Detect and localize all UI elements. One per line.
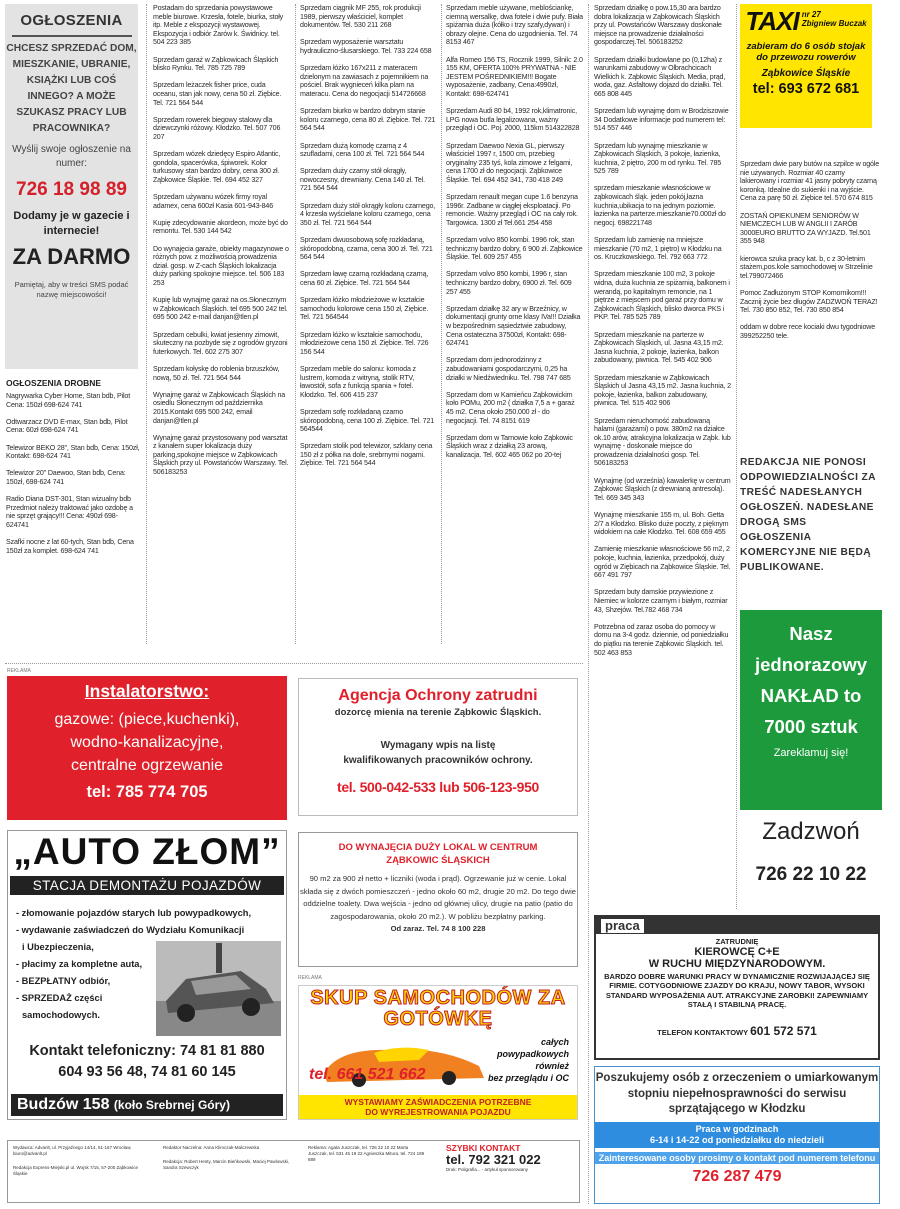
skup-phone[interactable]: tel. 661 521 662 xyxy=(309,1066,426,1083)
classified-ad: Sprzedam stolik pod telewizor, szklany cena 150 zł z półka na dole, srebrnymi nogami. Ziębice. Tel. 721 564 544 xyxy=(300,442,433,468)
drobne-heading: OGŁOSZENIA DROBNE xyxy=(6,378,102,388)
classified-ad: oddam w dobre rece kociaki dwu tygodniowe 399252250 tele. xyxy=(740,323,876,340)
classified-ad: Sprzedam kołyskę do roblenia brzuszków, nową, 50 zł. Tel. 721 564 544 xyxy=(153,364,280,382)
praca-position-2: W RUCHU MIĘDZYNARODOWYM. xyxy=(648,958,826,970)
green-line-2: jednorazowy xyxy=(754,654,868,675)
classified-ad: Sprzedam dom jednorodzinny z zabudowaniami gospodarczymi, 0,25 ha działki w Niedźwiedniku. Tel. 798 747 685 xyxy=(446,356,571,382)
classified-ad: Sprzedam działkę o pow.15,30 ara bardzo dobra lokalizacja w Ząbkowicach Śląskich przy ul. Powstańców Warszawy doskonałe miejsce na prowadzenie działalności gospodarczej.Tel. 506183252 xyxy=(594,4,722,47)
classified-ad: Sprzedam duży czarny stół okrągły, nowoczesny, drewniany. Cena 140 zł. Tel. 721 564 544 xyxy=(300,167,425,193)
classified-ad: kierowca szuka pracy kat. b, c z 30-letnim stażem,pos.kole samochodowej w Strzelinie tel.799072466 xyxy=(740,254,873,280)
classified-ad: sprzedam mieszkanie własnościowe w ząbkowicach śląk. jeden pokój,łazna kuchnia,ubikacja to na jednym poziomie. łazienka na parterze.mieszkanie70.000zł do negocj. 698221748 xyxy=(594,184,726,227)
classified-ad: Sprzedam ławę czarną rozkładaną czarną, cena 60 zł. Ziębice. Tel. 721 564 544 xyxy=(300,270,429,287)
column-divider xyxy=(441,4,442,644)
call-number[interactable]: 726 22 10 22 xyxy=(755,864,867,885)
classified-ad: Sprzedam wózek dziedęcy Espiro Atlantic, gondola, spacerówka, śpiworek. Kolor turkusowy stan bardzo dobry, cena 300 zł. Ząbkowice Śląskie. Tel. 694 452 327 xyxy=(153,150,281,184)
praca-contact xyxy=(596,1024,878,1038)
circulation-ad xyxy=(740,610,882,810)
praca-contact-label: TELEFON KONTAKTOWY xyxy=(657,1027,748,1037)
lokal-phone[interactable]: Od zaraz. Tel. 74 8 100 228 xyxy=(390,924,486,933)
classified-ad: Sprzedam cebulki, kwiat jesienny zimowit, skuteczny na pozbyde się z ogrodów gryzoni futerkowych. Tel. 602 275 307 xyxy=(153,330,288,356)
auto-service: samochodowych. xyxy=(22,1010,101,1020)
reklama-label: REKLAMA xyxy=(7,668,31,674)
footer-office: Redakcja Express-Miejski.pl ul. Wojsk 7/15, 57-200 Ząbkowice Śląskie xyxy=(13,1165,138,1176)
cleaning-job-ad xyxy=(594,1066,880,1204)
green-line-4: 7000 sztuk xyxy=(764,716,858,737)
classified-ad: Sprzedam ciągnik MF 255, rok produkcji 1989, pierwszy właściciel, komplet dokumentów. Tel. 530 211 268 xyxy=(300,4,421,30)
classified-ad: Sprzedam volvo 850 kombi. 1996 rok, stan techniczny bardzo dobry, 6 900 zł. Ząbkowice Śląskie. Tel. 609 257 455 xyxy=(446,236,583,262)
green-line-3: NAKŁAD to xyxy=(760,685,862,706)
praca-position: KIEROWCĘ C+E xyxy=(694,946,780,958)
blue-contact-info: Zainteresowane osoby prosimy o kontakt pod numerem telefonu xyxy=(595,1152,879,1164)
send-instruction: Wyślij swoje ogłoszenie na numer: xyxy=(12,144,131,169)
classified-ad: Sprzedam volvo 850 kombi, 1996 r, stan techniczny bardzo dobry, 6900 zł. Tel. 609 257 455 xyxy=(446,270,572,296)
blue-hours xyxy=(595,1122,879,1148)
auto-service: - wydawanie zaświadczeń do Wydziału Komunikacji xyxy=(16,925,245,935)
classified-ad: Kupię zdecydowanie akordeon, może być do remontu. Tel. 530 144 542 xyxy=(153,218,288,236)
blue-title: Poszukujemy osób z orzeczeniem o umiarkowanym stopniu niepełnosprawności do serwisu sprzątającego w Kłodzku xyxy=(595,1072,879,1115)
skup-l2: powypadkowych xyxy=(496,1049,569,1059)
taxi-city: Ząbkowice Śląskie xyxy=(761,68,851,79)
add-info: Dodamy je w gazecie i internecie! xyxy=(13,210,130,237)
classified-ad: Sprzedam mieszkanie 100 m2, 3 pokoje widna, duża kuchnia ze spiżarnią, balkonem i werandą, po kapitalnym remoncie, na 1 piętrze z miejscem pod garaż przy domu w Ząbkowicach Śląskich, blisko dworca PKS i PKP. Tel. 785 525 789 xyxy=(594,270,730,322)
classified-ad: Potrzebna od zaraz osoba do pomocy w domu na 3-4 godz. dziennie, od poniedziałku do piątku na terenie Ząbkowic Śląskich. tel. 502 463 853 xyxy=(594,622,729,657)
classified-ad: Sprzedam biurko w bardzo dobrym stanie koloru czarnego, cena 80 zł. Ziębice. Tel. 721 564 544 xyxy=(300,107,436,133)
skup-l3: również xyxy=(535,1061,569,1071)
blue-phone[interactable]: 726 287 479 xyxy=(692,1167,782,1185)
classified-ad: Sprzedam dwuosobową sofę rozkładaną, skóropodobną, czarna, cena 300 zł. Tel. 721 564 544 xyxy=(300,236,433,262)
call-label: Zadzwoń xyxy=(762,818,860,845)
classified-ad: Sprzedam wyposażenie warsztatu hydrauliczno-ślusarskiego. Tel. 733 224 658 xyxy=(300,38,432,55)
classified-ad: Sprzedam używanu wózek firmy royal adamex, cena 600zł Kasia 601-943-846 xyxy=(153,193,274,210)
auto-service: - SPRZEDAŻ części xyxy=(16,993,103,1003)
classified-ad: Nagrywarka Cyber Home, Stan bdb, Pilot Cena: 150zł 698-624 741 xyxy=(6,392,131,409)
auto-service: i Ubezpieczenia, xyxy=(22,942,94,952)
classified-ad: Sprzedam dużą komodę czarną z 4 szufladami, cena 100 zł. Tel. 721 564 544 xyxy=(300,141,425,159)
green-sub: Zareklamuj się! xyxy=(773,747,849,759)
classified-ad: Telewizor 20" Daewoo, Stan bdb, Cena: 150zł, 698-624 741 xyxy=(6,469,126,486)
taxi-title: TAXI xyxy=(745,6,799,36)
auto-service: - złomowanie pojazdów starych lub powypadkowych, xyxy=(16,908,252,918)
footer-editor: Redaktor Naczelna: Anna Klimczak-Malczewska xyxy=(163,1145,260,1150)
agen-req-1: Wymagany wpis na listę xyxy=(380,740,496,751)
car-buy-ad xyxy=(298,985,578,1120)
taxi-ad xyxy=(740,4,872,128)
classified-ad: Szafki nocne z lat 60-tych, Stan bdb, Cena 150zł za komplet. 698-624 741 xyxy=(6,538,134,555)
classified-ad: Wynajmę mieszkanie 155 m, ul. Boh. Getta 2/7 a Kłodzko. Blisko duże poczty, z pięknym widokiem na całe Kłodzko. Tel. 608 659 455 xyxy=(594,511,729,537)
praca-phone[interactable]: 601 572 571 xyxy=(750,1023,817,1038)
agen-phone[interactable]: tel. 500-042-533 lub 506-123-950 xyxy=(336,779,540,795)
auto-subtitle: STACJA DEMONTAŻU POJAZDÓW xyxy=(10,876,284,895)
classified-ad: Sprzedam Audi 80 b4, 1992 rok,klimatronic, LPG nowa butla legalizowana, ważny przegląd i OC. Poj. 2000, 115km 514322828 xyxy=(446,107,580,133)
blue-hours-label: Praca w godzinach xyxy=(695,1123,779,1134)
auto-contact-1[interactable]: Kontakt telefoniczny: 74 81 81 880 xyxy=(29,1043,265,1059)
plumbing-ad xyxy=(7,676,287,820)
classified-ad: Sprzedam meble używane, meblościankę, ciemną wersalkę, dwa fotele i dwie pufy. Biała spiżarnia duża (kółko i trzy szafy,dywan) i obrazy olejne. Cena do uzgodnienia. Tel. 74 8153 467 xyxy=(446,4,583,47)
wrecked-car-image xyxy=(156,941,281,1036)
footer-print: Druk: Poligrafia... - artykuł sponsorowany xyxy=(446,1167,529,1172)
masthead-footer xyxy=(7,1140,580,1203)
reklama-label: REKLAMA xyxy=(298,975,322,981)
classified-ad: Alfa Romeo 156 TS, Rocznik 1999, Silnik: 2.0 155 KM, OFERTA 100% PRYWATNA - NIE JESTEM POŚREDNIKIEM!!! Bogate wyposażenie, zadbany, Cena:4990zł, Kontakt: 698-624741 xyxy=(446,55,583,98)
lokal-title-1: DO WYNAJĘCIA DUŻY LOKAL W CENTRUM xyxy=(338,842,538,853)
column-divider xyxy=(736,4,737,909)
classified-column-6 xyxy=(740,160,880,450)
auto-address xyxy=(11,1094,283,1116)
blue-hours-value: 6-14 i 14-22 od poniedziałku do niedzieli xyxy=(649,1134,825,1145)
title-underline xyxy=(12,35,132,37)
classified-ad: Sprzedam łóżko w kształcie samochodu, młodzieżowe cena 150 zł. Ziębice. Tel. 726 156 544 xyxy=(300,330,429,356)
inst-title: Instalatorstwo: xyxy=(84,681,210,701)
inst-line-3: centralne ogrzewanie xyxy=(70,757,224,774)
sms-ad-box xyxy=(5,4,138,369)
rental-ad xyxy=(298,832,578,967)
classified-ad: Odtwarzacz DVD E-max, Stan bdb, Pilot Cena: 60zł 698-624 741 xyxy=(6,417,128,435)
lokal-body: 90 m2 za 900 zł netto + liczniki (woda i prąd). Ogrzewanie już w cenie. Lokal składa się z dwóch pomieszczeń - jedno około 60 m2, drugie 20 m2. Do tego dwie oddzielne toalety. Dwa wejścia - jedno od głównej ulicy, drugie na patio (patio do zagospodarowania, około 20 m2.). W pobliżu bezpłatny parking. xyxy=(299,874,577,921)
auto-title: „AUTO ZŁOM” xyxy=(13,831,281,872)
classified-ad: Kupię lub wynajmę garaż na os.Słonecznym w Ząbkowicach Śląskich. tel 695 500 242 tel. 695 500 242 e-mail danjan@tlen.pl xyxy=(153,296,288,322)
skup-title: SKUP SAMOCHODÓW ZA GOTÓWKĘ xyxy=(310,987,566,1030)
footer-publisher: Wydawca: Advanlt, ul. Przyjaźnego 14/14, 51-167 Wrocław, biuro@advanlt.pl xyxy=(13,1145,132,1156)
classified-ad: Telewizor BEKO 28", Stan bdb, Cena: 150zł, Kontakt: 698-624 741 xyxy=(6,443,140,461)
classified-ad: Pomoc Zadłużonym STOP Komornikom!!! Zacznij życie bez długów ZADZWOŃ TERAZ! Tel. 730 850 852, Tel. 730 850 854 xyxy=(740,288,878,315)
classified-ad: Sprzedam buty damskie przywiezione z Niemiec w kolorze czarnym i białym, rozmiar 43, Shzejów. Tel.782 468 734 xyxy=(594,588,728,614)
classified-ad: Sprzedam sofę rozkładaną czarno skóropodobną, cena 100 zł. Ziębice. Tel. 721 564544 xyxy=(300,407,435,434)
quick-contact-phone[interactable]: tel. 792 321 022 xyxy=(446,1152,541,1167)
classified-ad: Sprzedam dom w Kamieńcu Ząbkowickim koło POMu, 200 m2 ( działka 7,5 a + garaż 45 m2. Cena około 250.000 zł - do negocjacji. Tel. 74 8151 619 xyxy=(446,390,575,425)
agen-sub: dozorcę mienia na terenie Ząbkowic Śląskich. xyxy=(334,707,542,718)
classified-column-5 xyxy=(594,4,731,909)
inst-line-1: gazowe: (piece,kuchenki), xyxy=(54,711,240,728)
taxi-offer: zabieram do 6 osób stojak do przewozu rowerów xyxy=(746,41,866,63)
classified-ad: Sprzedam łóżko 167x211 z materacem dzielonym na zawiasach z pojemnikiem na pościel. Brak wygnieceń kilka plam na materacu. Cena do negocjacji 514726668 xyxy=(300,64,429,98)
classified-ad: Sprzedam garaż w Ząbkowicach Śląskich blisko Rynku. Tel. 785 725 789 xyxy=(153,55,279,73)
praca-desc: BARDZO DOBRE WARUNKI PRACY W DYNAMICZNIE ROZWIJAJĄCEJ SIĘ FIRMIE. COTYGODNIOWE ZJAZDY DO KRAJU, NOWY TABOR, WYSOKI STANDARD WYPOSAŻENIA AUT. ATRAKCYJNE ZAROBKI! ZAPEWNIAMY STAŁĄ I STABILNĄ PRACĘ. xyxy=(604,972,870,1010)
classified-ad: Wynajmę garaż przystosowany pod warsztat z kanałem super lokalizacja duży parking,spokojne miejsce w Ząbkowicach Śląskich przy ul. Powstańców Warszawy. Tel. 506183253 xyxy=(153,433,289,477)
classified-column-2 xyxy=(153,4,291,644)
classified-ad: Sprzedam leżaczek fisher price, cuda oceanu, stan jak nowy, cena 50 zł. Ziębice. Tel. 721 564 544 xyxy=(153,81,282,107)
agen-req-2: kwalifikowanych pracowników ochrony. xyxy=(343,755,533,766)
classified-ad: ZOSTAŃ OPIEKUNEM SENIORÓW W NIEMCZECH LUB W ANGLII I ZARÓB 3000EURO BRUTTO ZA WYJAZD. Tel.501 355 948 xyxy=(740,211,871,246)
inst-line-2: wodno-kanalizacyjne, xyxy=(70,734,224,751)
classified-ad: Sprzedam działki budowlane po (0,12ha) z warunkami zabudowy w Olbrachcicach Wielkich k. Ząbkowic Śląskich. Media, prąd, woda, gaz. Asfaltowy dojazd do działki. Tel. 665 808 445 xyxy=(594,55,726,98)
classified-ad: Sprzedam Daewoo Nexia GL, pierwszy właściciel 1997 r, 1500 cm, przebieg oryginalny 235 tyś, kola zimowe z felgami, cena 1700 zł do negocjacji. Ząbkowice Śląskie. Tel. 694 452 341, 730 418 249 xyxy=(446,141,573,184)
sms-phone-number[interactable]: 726 18 98 89 xyxy=(16,179,127,200)
skup-l1: całych xyxy=(540,1037,569,1047)
classified-ad: Radio Diana DST-301, Stan wizualny bdb Przedmiot należy traktować jako ozdobę a nie sprzęt grający!!! Cena: 490zł 698-624741 xyxy=(6,495,133,529)
auto-contact-2[interactable]: 604 93 56 48, 74 81 60 145 xyxy=(58,1064,236,1080)
classified-ad: Sprzedam mieszkanie w Ząbkowicach Śląskich ul Jasna 43,15 m2. Jasna kuchnia, 2 pokoje, łazienka, balkon zabudowany, piwnica. Tel. 515 402 906 xyxy=(594,373,731,408)
classified-ad: Sprzedam nieruchomość zabudowaną halami (garażami) o pow. 380m2 na działce ok.10 arów, atrakcyjna lokalizacja w Ząbk. lub wynajmę - doskonałe miejsce do prowadzenia działalności gosp. Tel. 506183253 xyxy=(594,416,731,468)
lokal-title-2: ZĄBKOWIC ŚLĄSKICH xyxy=(386,855,490,866)
praca-badge: praca xyxy=(600,918,645,934)
classified-ad: Wynajmę (od września) kawalerkę w centrum Ząbkowic Śląskich (z drewnianą antresolą). Tel. 669 345 343 xyxy=(594,476,731,502)
classified-ad: Sprzedam duży stół okrągły koloru czarnego, 4 krzesła wyściełane koloru czarnego, cena 350 zł. Tel. 721 564 544 xyxy=(300,201,436,227)
classified-column-4 xyxy=(446,4,583,644)
classified-ad: Sprzedam lub wynajmę dom w Brodziszowie 34 Dodatkowe informacje pod numerem tel: 514 557 446 xyxy=(594,107,729,133)
auto-service: - BEZPŁATNY odbiór, xyxy=(16,976,111,986)
classified-ad: Sprzedam dwie pary butów na szpilce w ogóle nie używanych. Rozmiar 40 czarny lakierowany i rozmiar 41 jasny pobryty czarną koronką. Idealne do sukienki i na wyjście. Cena za parę 50 zł. Ziębice tel. 570 674 815 xyxy=(740,160,880,203)
column-divider xyxy=(146,4,147,644)
skup-bottom-2: DO WYREJESTROWANIA POJAZDU xyxy=(365,1107,511,1117)
classified-ad: Zamienię mieszkanie własnościowe 56 m2, 2 pokoje, kuchnia, łazienka, przedpokój, duży ogród w Ziębicach na Ząbkowice Śląskie. Tel. 667 491 797 xyxy=(594,545,731,580)
classified-ad: Do wynajęcia garaże, obiekty magazynowe o różnych pow. z możliwością prowadzenia dział. gosp. w Z-cach Śląskich lokalizacja duży parking spokojne miejsce. tel. 506 183 253 xyxy=(153,244,289,287)
job-ad-driver xyxy=(594,915,880,1060)
column-divider xyxy=(588,4,589,1204)
skup-l4: bez przeglądu i OC xyxy=(487,1073,569,1083)
classified-column-1 xyxy=(6,392,140,647)
classified-ad: Sprzedam meble do salonu: komoda z lustrem, komoda z witryną, stolik RTV, ławostół, sofa z funkcją spania + fotel. Kłodzko. Tel. 606 415 237 xyxy=(300,364,416,399)
security-agency-ad xyxy=(298,678,578,816)
footer-ads-contact: Reklama: Agata Juszczak, tel. 726 22 10 22 Marta Juszczak, tel. 531 45 19 22 Agnieszka Mitura, tel. 724 189 889 xyxy=(308,1145,425,1162)
column-divider xyxy=(295,4,296,644)
skup-bottom-1: WYSTAWIAMY ZAŚWIADCZENIA POTRZEBNE xyxy=(344,1097,532,1107)
classified-ad: Sprzedam dom w Tarnowie koło Ząbkowic Śląskich wraz z działką 23 arową, kanalizacja. Tel. 602 465 062 po 20-tej xyxy=(446,433,573,459)
free-label: ZA DARMO xyxy=(12,244,131,269)
quick-contact-heading: SZYBKI KONTAKT xyxy=(446,1143,521,1153)
sms-note: Pamiętaj, aby w treści SMS podać nazwę miejscowości! xyxy=(14,280,129,299)
taxi-nr: nr 27 xyxy=(801,10,821,19)
auto-address-note: (koło Srebrnej Góry) xyxy=(113,1098,230,1112)
inst-phone[interactable]: tel: 785 774 705 xyxy=(86,783,208,801)
classified-ad: Wynajmę garaż w Ząbkowicach Śląskich na osiedlu Słonecznym od października 2015.Kontakt 695 500 242, email danjan@tlen.pl xyxy=(153,390,286,425)
praca-hire: ZATRUDNIĘ xyxy=(715,937,759,946)
classified-ad: Postadam do sprzedania powystawowe meble biurowe. Krzesła, fotele, biurka, stoły itp. Meble z ekspozycji wystawowej. Ekspozycja i odbiór Żarów k. Świdnicy. tel. 504 223 385 xyxy=(153,4,284,47)
ad-section-divider xyxy=(5,663,583,664)
sell-question: CHCESZ SPRZEDAĆ DOM, MIESZKANIE, UBRANIE, KSIĄŻKI LUB COŚ INNEGO? A MOŻE SZUKASZ PRACY LUB PRACOWNIKA? xyxy=(6,43,137,134)
auto-service: - płacimy za kompletne auta, xyxy=(16,959,143,969)
editorial-notice: REDAKCJA NIE PONOSI ODPOWIEDZIALNOŚCI ZA TREŚĆ NADESŁANYCH OGŁOSZEŃ. NADESŁANE DROGĄ SMS OGŁOSZENIA KOMERCYJNE NIE BĘDĄ PUBLIKOWANE. xyxy=(740,457,876,573)
classified-ad: Sprzedam lub zamienię na mniejsze mieszkanie (70 m2, 1 piętro) w Kłodzku na os. Kruczkowskiego. Tel. 792 663 772 xyxy=(594,236,722,262)
scrapyard-ad xyxy=(7,830,287,1120)
classified-ad: Sprzedam renault megan cupe 1.6 benzyna 1996r. Zadbane w ciągłej eksploatacji. Po remoncie. Ważny przegląd i OC na cały rok. Targowica. 1300 zł Tel.661 254 458 xyxy=(446,193,578,227)
ogloszenia-title: OGŁOSZENIA xyxy=(20,12,123,29)
call-box xyxy=(740,810,882,886)
classified-ad: Sprzedam działkę 32 ary w Brzeźnicy, w dokumentacji grunty orne klasy IVa!!! Działka w bezpośrednim sąsiedztwie zabudowy, Cena ostateczna 37500zł, Kontakt: 698-624741 xyxy=(446,304,581,348)
agen-title: Agencja Ochrony zatrudni xyxy=(338,687,538,704)
green-line-1: Nasz xyxy=(789,623,833,644)
taxi-phone[interactable]: tel: 693 672 681 xyxy=(752,81,860,97)
footer-staff: Redakcja: Robert Henty, Marcin Bieńkowski, Maciej Pawlowski, Sandra Szewczyk xyxy=(163,1159,290,1170)
classified-ad: Sprzedam łóżko młodzieżowe w kształcie samochodu kolorowe cena 150 zł, Ziębice. Tel. 721 564544 xyxy=(300,296,429,322)
classified-ad: Sprzedam mieszkanie na parterze w Ząbkowicach Śląskich, ul. Jasna 43,15 m2. Jasna kuchnia, 2 pokoje, łazienka, balkon zabudowany, piwnica. Tel. 545 402 906 xyxy=(594,330,724,365)
taxi-name: Zbigniew Buczak xyxy=(801,19,867,28)
classified-ad: Sprzedam rowerek biegowy stalowy dla dziewczynki różowy. Kłodzko. Tel. 507 706 207 xyxy=(153,115,281,141)
classified-ad: Sprzedam lub wynajmę mieszkanie w Ząbkowicach Śląskich, 3 pokoje, łazienka, kuchnia, 2 piętro, 200 m od rynku. Tel. 785 525 789 xyxy=(594,141,722,176)
auto-address-main: Budzów 158 xyxy=(17,1096,110,1113)
classified-column-3 xyxy=(300,4,437,644)
